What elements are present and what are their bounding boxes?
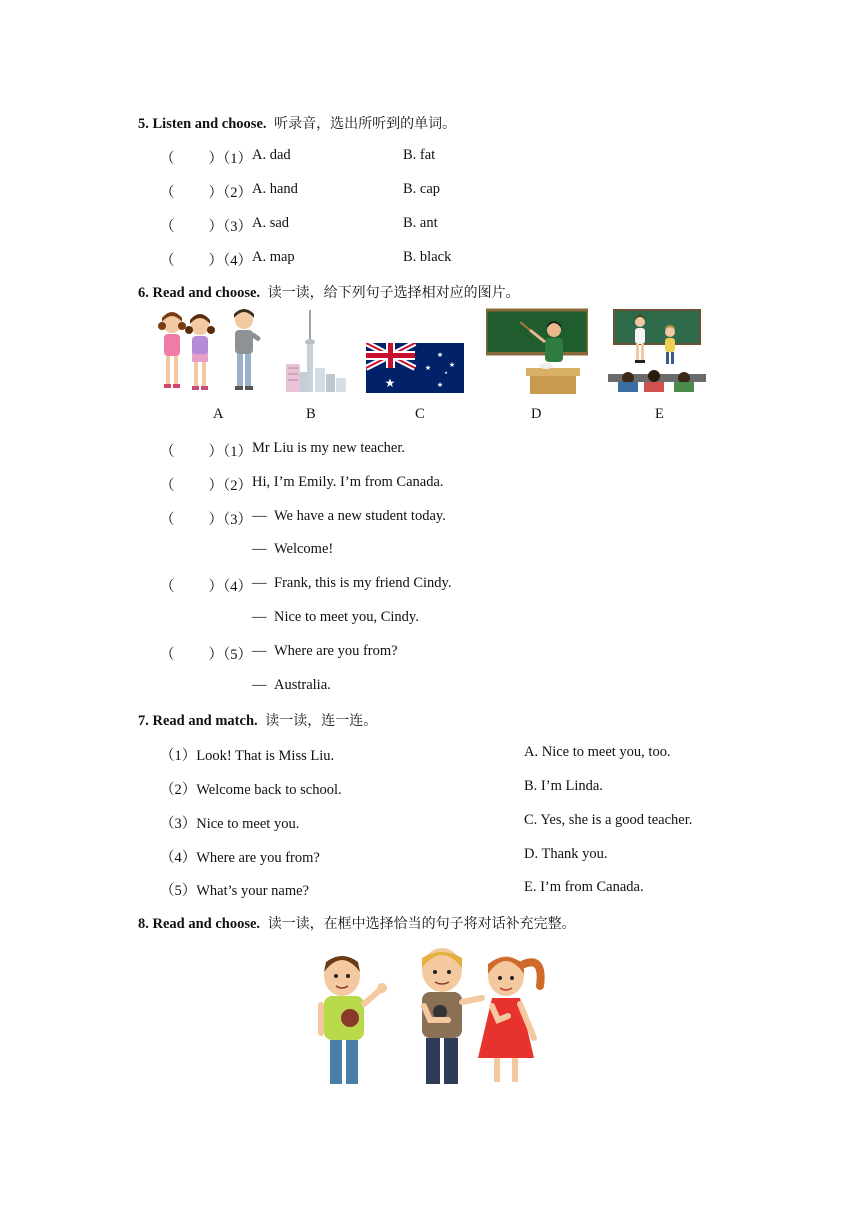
- option-a: A. map: [252, 249, 295, 265]
- section-5-number: 5.: [138, 116, 149, 132]
- dialogue-dash: —: [252, 508, 267, 524]
- sentence: Mr Liu is my new teacher.: [252, 440, 406, 456]
- section-5-heading: [138, 113, 456, 133]
- list-item: （ ）（5）: [160, 647, 252, 663]
- match-left-2: （2）Welcome back to school.: [160, 782, 342, 798]
- option-a: A. hand: [252, 181, 298, 197]
- list-item: （ ）（3）: [160, 512, 252, 528]
- section-6-title-cn: 读一读，给下列句子选择相对应的图片。: [267, 285, 520, 301]
- match-left-5: （5）What’s your name?: [160, 883, 309, 899]
- match-right-c: C. Yes, she is a good teacher.: [524, 812, 693, 828]
- section-5-title: Listen and choose.: [152, 116, 267, 132]
- dialogue-dash: —: [252, 575, 267, 591]
- section-8-number: 8.: [138, 916, 149, 932]
- sentence: Welcome!: [274, 541, 334, 557]
- match-right-d: D. Thank you.: [524, 846, 608, 862]
- list-item: （ ）（4）: [160, 253, 252, 269]
- match-right-a: A. Nice to meet you, too.: [524, 744, 671, 760]
- picture-label-d: D: [531, 406, 542, 422]
- match-left-3: （3）Nice to meet you.: [160, 816, 300, 832]
- match-left-1: （1）Look! That is Miss Liu.: [160, 748, 335, 764]
- picture-c-australia-flag: [366, 343, 464, 393]
- dialogue-dash: —: [252, 677, 267, 693]
- svg-text:★: ★: [448, 361, 456, 369]
- option-a: A. sad: [252, 215, 290, 231]
- list-item: （ ）（4）: [160, 579, 252, 595]
- match-right-b: B. I’m Linda.: [524, 778, 603, 794]
- sentence: Frank, this is my friend Cindy.: [274, 575, 452, 591]
- option-b: B. fat: [403, 147, 436, 163]
- picture-b-city-tower: [282, 308, 348, 394]
- section-6-title: Read and choose.: [152, 285, 261, 301]
- option-b: B. ant: [403, 215, 438, 231]
- list-item: （ ）（1）: [160, 151, 252, 167]
- svg-text:★: ★: [384, 376, 396, 390]
- section-6-number: 6.: [138, 285, 149, 301]
- dialogue-dash: —: [252, 541, 267, 557]
- picture-label-b: B: [306, 406, 316, 422]
- svg-text:★: ★: [424, 364, 432, 372]
- picture-d-teacher: [486, 308, 588, 394]
- match-right-e: E. I’m from Canada.: [524, 879, 644, 895]
- svg-text:★: ★: [436, 351, 444, 359]
- list-item: （ ）（2）: [160, 185, 252, 201]
- dialogue-dash: —: [252, 643, 267, 659]
- picture-label-e: E: [655, 406, 664, 422]
- sentence: Australia.: [274, 677, 331, 693]
- section-6-heading: [138, 282, 520, 302]
- option-b: B. cap: [403, 181, 441, 197]
- picture-e-classroom: [608, 308, 706, 394]
- section-7-title: Read and match.: [152, 713, 258, 729]
- dialogue-dash: —: [252, 609, 267, 625]
- section-8-title: Read and choose.: [152, 916, 261, 932]
- svg-text:★: ★: [436, 381, 444, 389]
- sentence: Where are you from?: [274, 643, 398, 659]
- picture-a-children: [158, 308, 268, 394]
- picture-label-a: A: [213, 406, 224, 422]
- sentence: Hi, I’m Emily. I’m from Canada.: [252, 474, 444, 490]
- section-8-title-cn: 读一读，在框中选择恰当的句子将对话补充完整。: [267, 916, 576, 932]
- section-5-title-cn: 听录音，选出所听到的单词。: [274, 116, 457, 132]
- sentence: We have a new student today.: [274, 508, 446, 524]
- list-item: （ ）（3）: [160, 219, 252, 235]
- section-8-children-illustration: [312, 946, 548, 1086]
- section-7-heading: [138, 710, 377, 730]
- list-item: （ ）（2）: [160, 478, 252, 494]
- picture-label-c: C: [415, 406, 425, 422]
- option-a: A. dad: [252, 147, 291, 163]
- section-8-heading: [138, 913, 576, 933]
- svg-text:★: ★: [444, 370, 448, 375]
- section-7-title-cn: 读一读，连一连。: [265, 713, 378, 729]
- option-b: B. black: [403, 249, 452, 265]
- sentence: Nice to meet you, Cindy.: [274, 609, 419, 625]
- match-left-4: （4）Where are you from?: [160, 850, 320, 866]
- section-7-number: 7.: [138, 713, 149, 729]
- list-item: （ ）（1）: [160, 444, 252, 460]
